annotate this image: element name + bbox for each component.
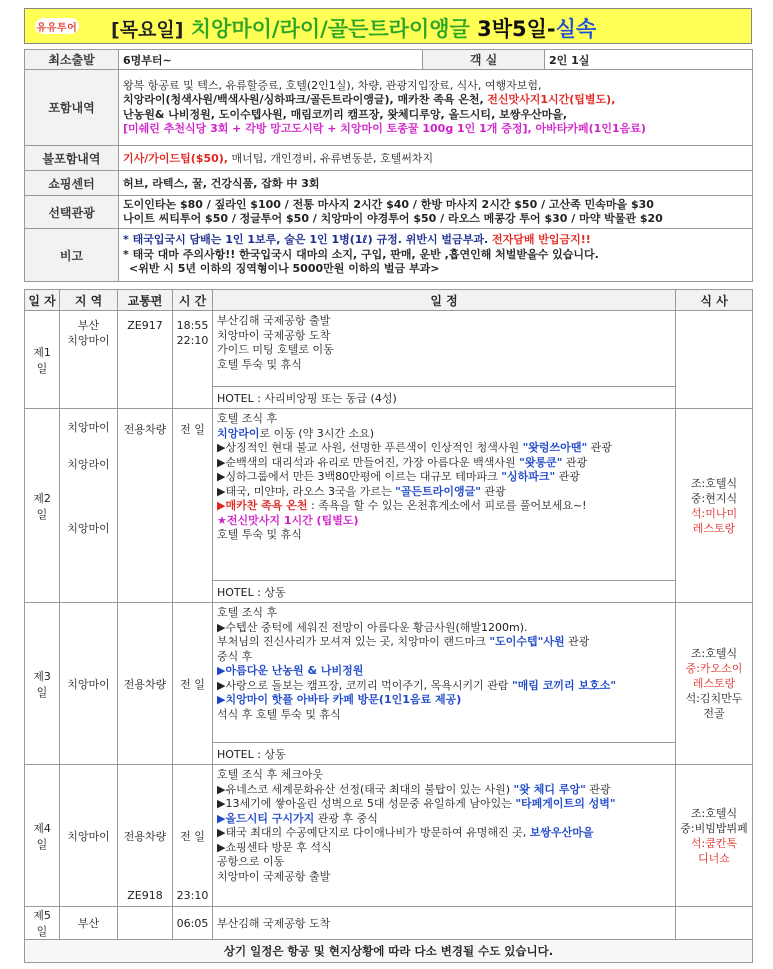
day3-row xyxy=(25,603,753,743)
day-meals xyxy=(676,311,753,409)
day-hotel: HOTEL : 사리비앙핑 또는 동급 (4성) xyxy=(213,387,676,409)
day-region: 부산 xyxy=(60,907,118,940)
day-region: 치앙마이 치앙라이 치앙마이 xyxy=(60,409,118,603)
optional-content xyxy=(119,196,753,229)
day-transport: ZE917 xyxy=(118,311,173,409)
day-itinerary: 부산김해 국제공항 출발 치앙마이 국제공항 도착 가이드 미팅 호텔로 이동 호텔 투숙 및 휴식 xyxy=(213,311,676,387)
notes-line: * 태국입국시 담배는 1인 1보루, 술은 1인 1병(1ℓ) 규정. 위반시 벌금부과. 전자담배 반입금지!! xyxy=(123,233,591,247)
brand-logo xyxy=(35,18,79,34)
day1-row xyxy=(25,311,753,387)
min-departure-value: 6명부터~ xyxy=(119,50,423,70)
day-transport: 전용차량 xyxy=(118,603,173,765)
included-line: 왕복 항공료 및 텍스, 유류할증료, 호텔(2인1실), 차량, 관광지입장료, 식사, 여행자보험, xyxy=(123,78,542,92)
optional-label: 선택관광 xyxy=(25,196,119,229)
col-region: 지 역 xyxy=(60,290,118,311)
notes-line: <위반 시 5년 이하의 징역형이나 5000만원 이하의 벌금 부과> xyxy=(129,262,440,276)
day-transport: 전용차량 ZE918 xyxy=(118,765,173,907)
notes-content xyxy=(119,229,753,282)
schedule-table xyxy=(24,289,753,963)
page-title xyxy=(111,13,596,43)
day-label: 제5일 xyxy=(25,907,60,940)
notes-label: 비고 xyxy=(25,229,119,282)
day-itinerary: 부산김해 국제공항 도착 xyxy=(213,907,676,940)
day5-row xyxy=(25,907,753,940)
room-value: 2인 1실 xyxy=(545,50,753,70)
title-day: [목요일] xyxy=(111,19,184,41)
day-hotel: HOTEL : 상동 xyxy=(213,581,676,603)
day-label: 제2일 xyxy=(25,409,60,603)
col-meals: 식 사 xyxy=(676,290,753,311)
day2-row xyxy=(25,409,753,581)
day-label: 제3일 xyxy=(25,603,60,765)
day-time: 06:05 xyxy=(173,907,213,940)
excluded-label: 불포함내역 xyxy=(25,146,119,171)
shopping-value: 허브, 라텍스, 꿀, 건강식품, 잡화 中 3회 xyxy=(119,171,753,196)
day-label: 제4일 xyxy=(25,765,60,907)
info-table xyxy=(24,49,753,282)
title-banner xyxy=(24,8,752,44)
footer-note: 상기 일정은 항공 및 현지상황에 따라 다소 변경될 수도 있습니다. xyxy=(25,940,753,963)
notes-line: * 태국 대마 주의사항!! 한국입국시 대마의 소지, 구입, 판매, 운반 ,흡연인해 처벌받을수 있습니다. xyxy=(123,247,599,261)
day-meals: 조:호텔식 중:현지식 석:미나미 레스토랑 xyxy=(676,409,753,603)
col-time: 시 간 xyxy=(173,290,213,311)
room-label: 객 실 xyxy=(423,50,545,70)
return-flight: ZE918 xyxy=(127,889,163,902)
included-line: 난농원& 나비정원, 도이수텝사원, 매림코끼리 캠프장, 왓체디루앙, 올드시티, 보쌍우산마을, xyxy=(123,107,568,121)
col-itinerary: 일 정 xyxy=(213,290,676,311)
day-region: 부산 치앙마이 xyxy=(60,311,118,409)
min-departure-label: 최소출발 xyxy=(25,50,119,70)
included-label: 포함내역 xyxy=(25,70,119,146)
day-hotel: HOTEL : 상동 xyxy=(213,743,676,765)
day-region: 치앙마이 xyxy=(60,765,118,907)
optional-line: 도이인타논 $80 / 짚라인 $100 / 전통 마사지 2시간 $40 / 한방 마사지 2시간 $50 / 고산족 민속마을 $30 xyxy=(123,197,654,211)
col-transport: 교통편 xyxy=(118,290,173,311)
day-meals: 조:호텔식 중:비빔밥뷔페 석:쿰칸톡 디너쇼 xyxy=(676,765,753,907)
day-time: 18:55 22:10 xyxy=(173,311,213,409)
day-itinerary: 호텔 조식 후 체크아웃 ▶유네스코 세계문화유산 선정(태국 최대의 불탑이 있는 사원) "왓 체디 루앙" 관광 ▶13세기에 쌓아올린 성벽으로 5대 성문중 유일하게 남아있는 "타페게이트의 성벽" ▶올드시티 구시가지 관광 후 중식 ▶태국 최대의 수공예단지로 다이애나비가 방문하여 유명해진 곳, 보쌍우산마을 ▶쇼핑센타 방문 후 석식 공항으로 이동 치앙마이 국제공항 출발 xyxy=(213,765,676,907)
day-label: 제1일 xyxy=(25,311,60,409)
day-itinerary: 호텔 조식 후 치앙라이로 이동 (약 3시간 소요) ▶상징적인 현대 불교 사원, 선명한 푸른색이 인상적인 청색사원 "왓렁쓰아땐" 관광 ▶순백색의 대리석과 유리로 만들어진, 가장 아름다운 백색사원 "왓롱쿤" 관광 ▶싱하그룹에서 만든 3백80만평에 이르는 대규모 테마파크 "싱하파크" 관광 ▶태국, 미얀마, 라오스 3국을 가르는 "골든트라이앵글" 관광 ▶매카찬 족욕 온천 : 족욕을 할 수 있는 온천휴게소에서 피로를 풀어보세요~! ★전신맛사지 1시간 (팁별도) 호텔 투숙 및 휴식 xyxy=(213,409,676,581)
return-time: 23:10 xyxy=(176,889,209,902)
schedule-header xyxy=(25,290,753,311)
included-content xyxy=(119,70,753,146)
included-line: 치앙라이(청색사원/백색사원/싱하파크/골든트라이앵글), 매카찬 족욕 온천, 전신맛사지1시간(팁별도), xyxy=(123,93,616,106)
schedule-footer xyxy=(25,940,753,963)
title-destinations: 치앙마이/라이/골든트라이앵글 xyxy=(190,17,470,41)
day-meals: 조:호텔식 중:카오소이 레스토랑 석:김치만두 전골 xyxy=(676,603,753,765)
col-day: 일 자 xyxy=(25,290,60,311)
day-itinerary: 호텔 조식 후 ▶수텝산 중턱에 세워진 전망이 아름다운 황금사원(해발1200m). 부처님의 진신사리가 모셔져 있는 곳, 치앙마이 랜드마크 "도이수텝"사원 관광 중식 후 ▶아름다운 난농원 & 나비정원 ▶사랑으로 돌보는 캠프장, 코끼리 먹이주기, 목욕시키기 관람 "매림 코끼리 보호소" ▶치앙마이 핫플 아바타 카페 방문(1인1음료 제공) 석식 후 호텔 투숙 및 휴식 xyxy=(213,603,676,743)
title-duration: 3박5일- xyxy=(477,17,556,41)
day4-row xyxy=(25,765,753,907)
included-line: [미쉐린 추천식당 3회 + 각방 망고도시락 + 치앙마이 토종꿀 100g 1인 1개 증정], 아바타카페(1인1음료) xyxy=(123,122,646,135)
day-transport xyxy=(118,907,173,940)
excluded-content: 기사/가이드팁($50), 매너팁, 개인경비, 유류변동분, 호텔써차지 xyxy=(119,146,753,171)
optional-line: 나이트 씨티투어 $50 / 정글투어 $50 / 치앙마이 야경투어 $50 / 라오스 메콩강 투어 $30 / 마약 박물관 $20 xyxy=(123,212,663,225)
day-transport: 전용차량 xyxy=(118,409,173,603)
day-time: 전 일 23:10 xyxy=(173,765,213,907)
day-region: 치앙마이 xyxy=(60,603,118,765)
day-time: 전 일 xyxy=(173,409,213,603)
day-time: 전 일 xyxy=(173,603,213,765)
logo-text: 유유투어 xyxy=(36,22,78,34)
day-meals xyxy=(676,907,753,940)
title-grade: 실속 xyxy=(555,17,597,41)
shopping-label: 쇼핑센터 xyxy=(25,171,119,196)
